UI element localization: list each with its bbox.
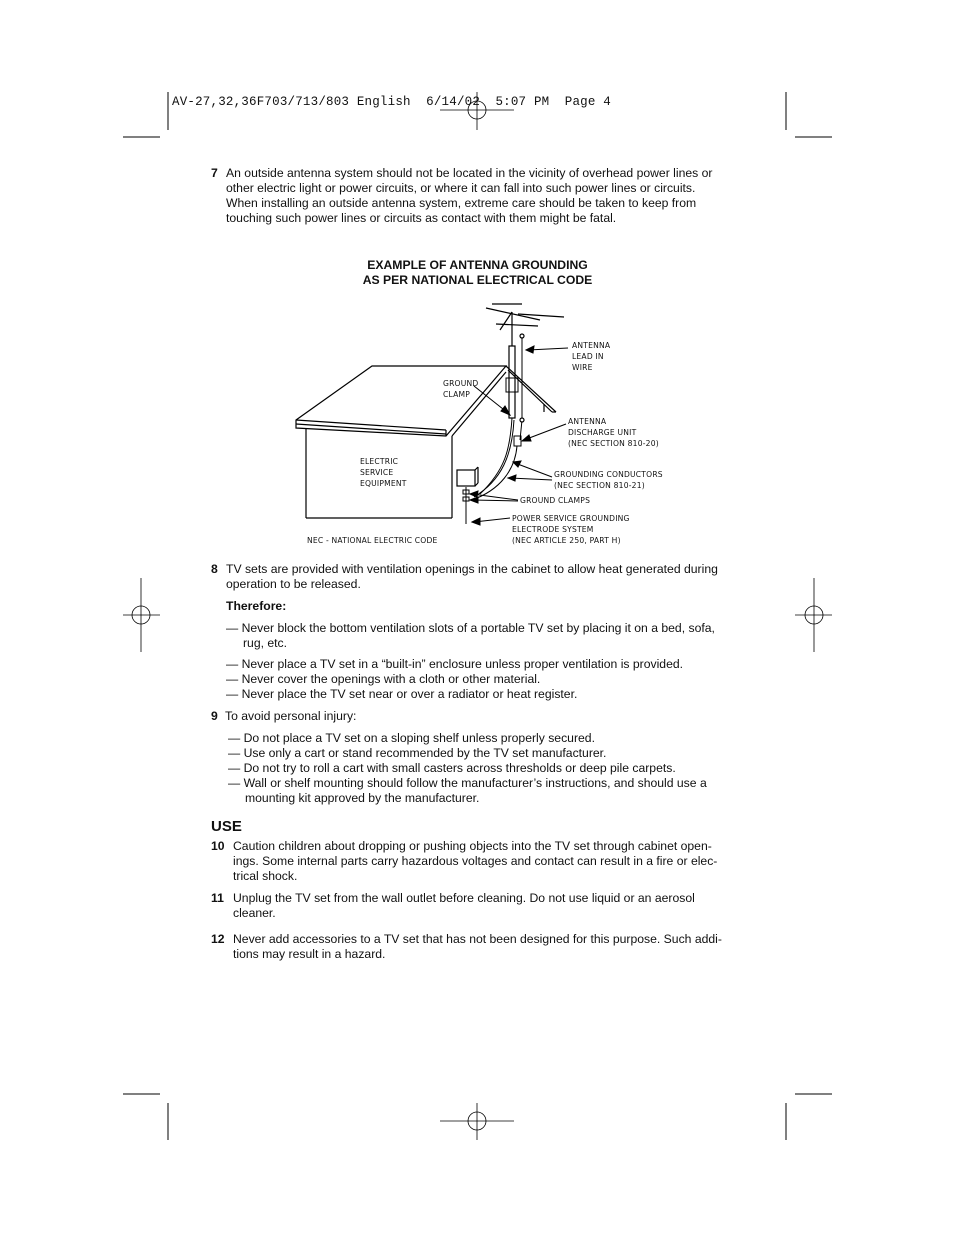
therefore-label: Therefore: bbox=[226, 599, 287, 613]
label-ground-clamps: GROUND CLAMPS bbox=[520, 496, 591, 505]
house-roof bbox=[296, 366, 556, 436]
item-9-bullet: — Wall or shelf mounting should follow the manufacturer’s instructions, and should use a bbox=[228, 776, 707, 790]
item-number: 8 bbox=[211, 562, 218, 576]
registration-mark-bottom bbox=[440, 1103, 514, 1140]
item-8-bullet: — Never block the bottom ventilation slots of a portable TV set by placing it on a bed, sofa, bbox=[226, 621, 715, 635]
item-11-line: Unplug the TV set from the wall outlet before cleaning. Do not use liquid or an aerosol bbox=[233, 891, 695, 905]
item-number: 11 bbox=[211, 891, 224, 905]
item-number: 12 bbox=[211, 932, 225, 946]
item-8 bbox=[211, 562, 718, 592]
electric-service-box bbox=[457, 470, 475, 486]
item-9-bullet-cont: mounting kit approved by the manufacturer. bbox=[245, 791, 480, 805]
crop-marks bbox=[123, 92, 832, 1140]
item-8-line: operation to be released. bbox=[226, 577, 361, 591]
item-10-line: trical shock. bbox=[233, 869, 298, 883]
item-7-line: An outside antenna system should not be located in the vicinity of overhead power lines or bbox=[226, 166, 713, 180]
registration-mark-top bbox=[440, 92, 514, 130]
item-9-intro: To avoid personal injury: bbox=[225, 709, 357, 723]
item-8-bullet: — Never place the TV set near or over a radiator or heat register. bbox=[226, 687, 578, 701]
item-11-line: cleaner. bbox=[233, 906, 276, 920]
antenna-mast bbox=[486, 304, 564, 418]
item-12 bbox=[211, 932, 722, 962]
registration-mark-right bbox=[795, 578, 832, 652]
item-7-line: When installing an outside antenna system, extreme care should be taken to keep from bbox=[226, 196, 697, 210]
label-electric-service: ELECTRIC SERVICE EQUIPMENT bbox=[360, 457, 407, 488]
section-heading-use: USE bbox=[211, 818, 242, 835]
label-nec: NEC - NATIONAL ELECTRIC CODE bbox=[307, 536, 438, 545]
item-10-line: Caution children about dropping or pushing objects into the TV set through cabinet open- bbox=[233, 839, 712, 853]
label-grounding-conductors: GROUNDING CONDUCTORS (NEC SECTION 810-21) bbox=[554, 470, 663, 490]
lead-in-wire bbox=[520, 336, 522, 440]
registration-mark-left bbox=[123, 578, 160, 652]
print-slug: AV-27,32,36F703/713/803 English 6/14/02 5:07 PM Page 4 bbox=[172, 95, 611, 109]
item-number: 7 bbox=[211, 166, 218, 180]
item-7 bbox=[211, 166, 712, 226]
item-10 bbox=[211, 839, 717, 884]
mast-ground-clamp bbox=[506, 378, 518, 392]
item-10-line: ings. Some internal parts carry hazardous voltages and contact can result in a fire or elec- bbox=[233, 854, 718, 868]
item-9-bullet: — Do not try to roll a cart with small casters across thresholds or deep pile carpets. bbox=[228, 761, 676, 775]
item-8-line: TV sets are provided with ventilation openings in the cabinet to allow heat generated during bbox=[226, 562, 718, 576]
label-antenna-lead-in: ANTENNA LEAD IN WIRE bbox=[572, 341, 611, 372]
diagram-title-line-2: AS PER NATIONAL ELECTRICAL CODE bbox=[362, 273, 593, 287]
item-9 bbox=[211, 709, 356, 724]
label-power-service: POWER SERVICE GROUNDING ELECTRODE SYSTEM (NEC ARTICLE 250, PART H) bbox=[512, 514, 630, 545]
label-discharge-unit: ANTENNA DISCHARGE UNIT (NEC SECTION 810-20) bbox=[568, 417, 659, 448]
item-7-line: touching such power lines or circuits as contact with them might be fatal. bbox=[226, 211, 617, 225]
diagram-title-line-1: EXAMPLE OF ANTENNA GROUNDING bbox=[367, 258, 588, 272]
item-9-bullet: — Do not place a TV set on a sloping shelf unless properly secured. bbox=[228, 731, 595, 745]
item-8-bullet: — Never cover the openings with a cloth or other material. bbox=[226, 672, 541, 686]
item-8-bullet-cont: rug, etc. bbox=[243, 636, 288, 650]
item-number: 9 bbox=[211, 709, 218, 723]
grounding-conductor-3 bbox=[474, 420, 514, 497]
item-11 bbox=[211, 891, 695, 921]
item-9-bullet: — Use only a cart or stand recommended by the TV set manufacturer. bbox=[228, 746, 607, 760]
item-number: 10 bbox=[211, 839, 225, 853]
item-12-line: tions may result in a hazard. bbox=[233, 947, 386, 961]
item-8-bullet: — Never place a TV set in a “built-in” enclosure unless proper ventilation is provided. bbox=[226, 657, 684, 671]
item-7-line: other electric light or power circuits, or where it can fall into such power lines or circuits. bbox=[226, 181, 696, 195]
label-ground-clamp: GROUND CLAMP bbox=[443, 379, 479, 399]
grounding-conductor-2 bbox=[472, 446, 517, 500]
item-12-line: Never add accessories to a TV set that has not been designed for this purpose. Such addi- bbox=[233, 932, 722, 946]
antenna-grounding-diagram bbox=[296, 304, 568, 525]
